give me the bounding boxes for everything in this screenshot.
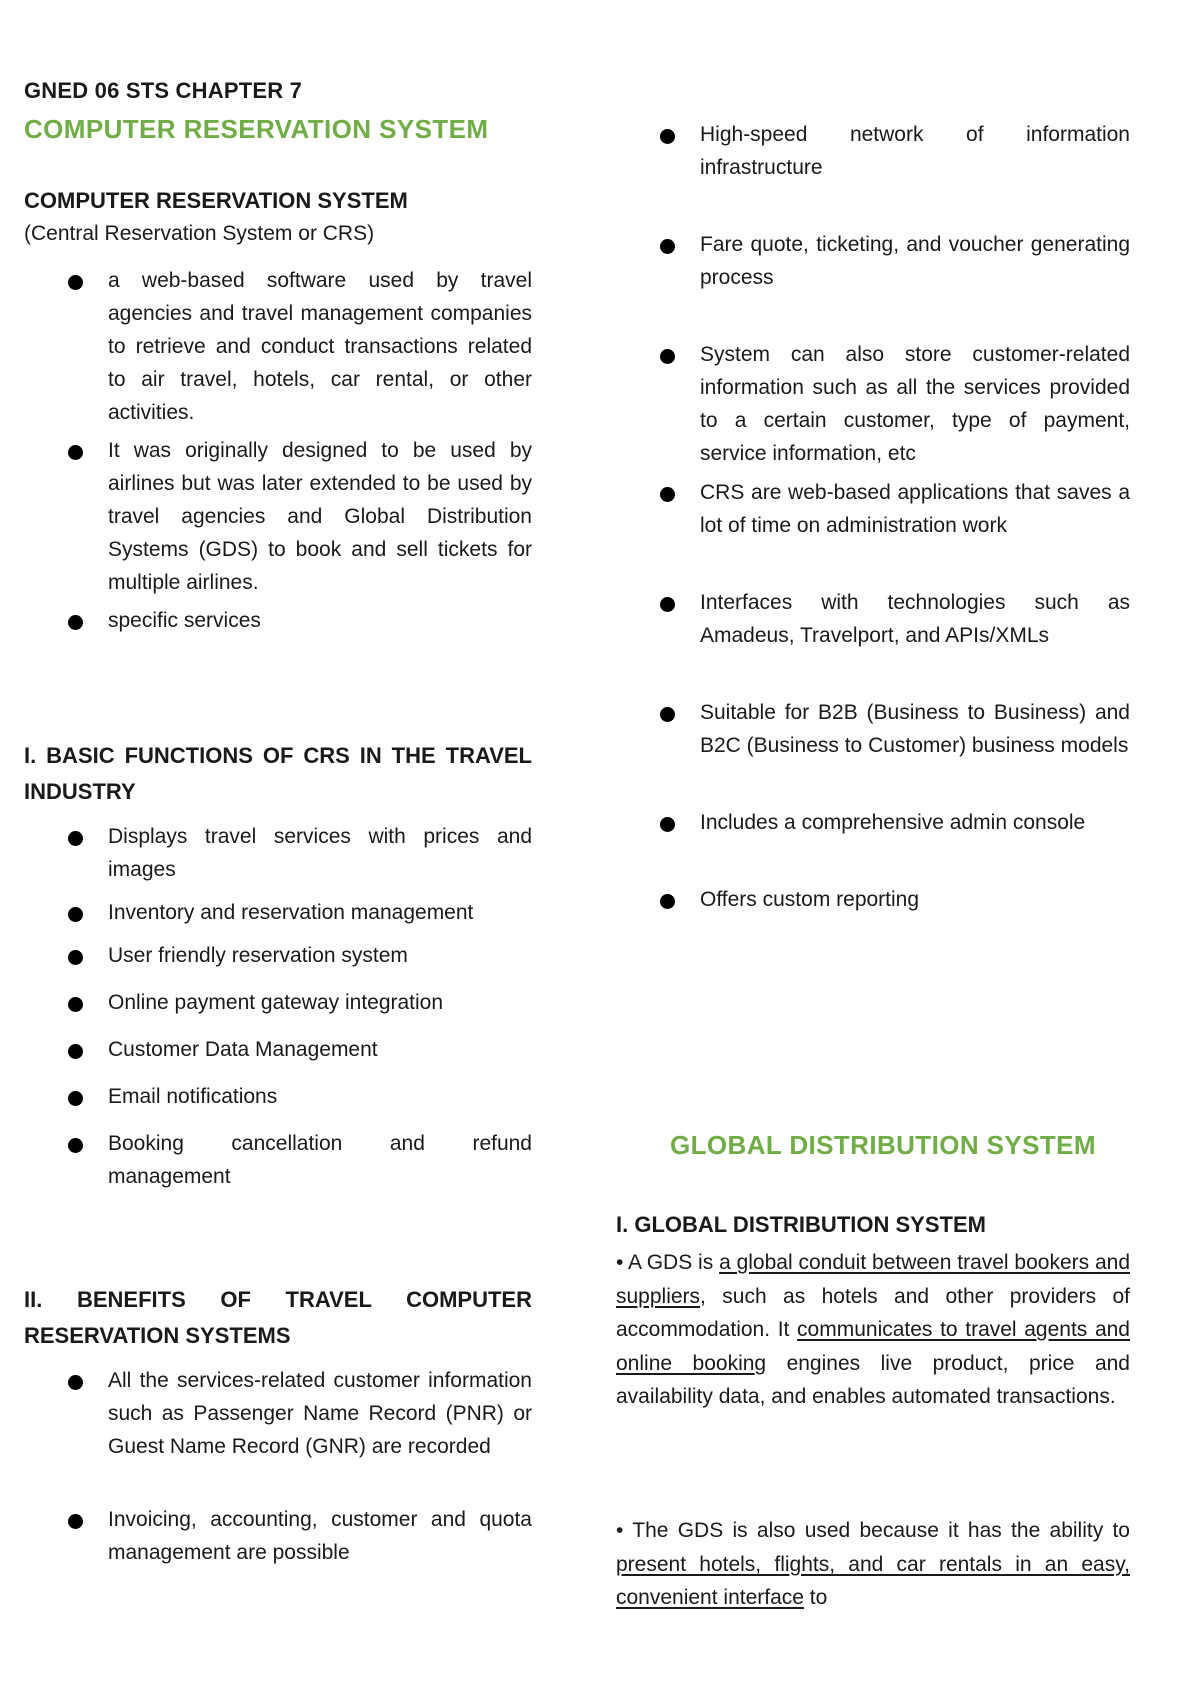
functions-bullet-list bbox=[24, 820, 532, 1193]
bullet-icon bbox=[68, 445, 83, 460]
list-item: CRS are web-based applications that saves a lot of time on administration work bbox=[616, 476, 1130, 542]
crs-subheading: (Central Reservation System or CRS) bbox=[24, 222, 375, 245]
list-item: Displays travel services with prices and images bbox=[24, 820, 532, 886]
bullet-icon bbox=[68, 950, 83, 965]
underlined-text: a global conduit between travel bookers and suppliers bbox=[616, 1251, 1131, 1308]
document-label: GNED 06 STS CHAPTER 7 bbox=[24, 78, 303, 103]
functions-heading: I. BASIC FUNCTIONS OF CRS IN THE TRAVEL INDUSTRY bbox=[24, 743, 532, 804]
list-item: It was originally designed to be used by airlines but was later extended to be used by travel agencies and Global Distribution Systems (GDS) to book and sell tickets for multiple airlines. bbox=[24, 434, 532, 599]
bullet-icon bbox=[660, 239, 675, 254]
main-title: COMPUTER RESERVATION SYSTEM bbox=[24, 114, 489, 144]
bullet-icon bbox=[68, 907, 83, 922]
list-item: Booking cancellation and refund management bbox=[24, 1127, 532, 1193]
gds-heading: I. GLOBAL DISTRIBUTION SYSTEM bbox=[616, 1212, 986, 1237]
bullet-icon bbox=[68, 1138, 83, 1153]
bullet-icon bbox=[660, 349, 675, 364]
crs-features-list bbox=[616, 118, 1130, 916]
bullet-icon bbox=[68, 615, 83, 630]
benefits-heading: II. BENEFITS OF TRAVEL COMPUTER RESERVATION SYSTEMS bbox=[24, 1287, 532, 1348]
list-item: Includes a comprehensive admin console bbox=[616, 806, 1130, 839]
list-item: Offers custom reporting bbox=[616, 883, 1130, 916]
list-item: Invoicing, accounting, customer and quota management are possible bbox=[24, 1503, 532, 1569]
bullet-icon bbox=[68, 831, 83, 846]
underlined-text: communicates to travel agents and online booking bbox=[616, 1318, 1130, 1375]
list-item: Suitable for B2B (Business to Business) and B2C (Business to Customer) business models bbox=[616, 696, 1130, 762]
gds-paragraph-2: • The GDS is also used because it has the ability to present hotels, flights, and car rentals in an easy, convenient interface to bbox=[616, 1519, 1130, 1609]
list-item: specific services bbox=[24, 604, 532, 637]
crs-bullet-list bbox=[24, 264, 532, 637]
bullet-icon bbox=[660, 707, 675, 722]
crs-heading: COMPUTER RESERVATION SYSTEM bbox=[24, 188, 408, 213]
bullet-icon bbox=[660, 597, 675, 612]
list-item: Interfaces with technologies such as Amadeus, Travelport, and APIs/XMLs bbox=[616, 586, 1130, 652]
gds-title: GLOBAL DISTRIBUTION SYSTEM bbox=[670, 1130, 1096, 1160]
bullet-icon bbox=[660, 894, 675, 909]
list-item: Fare quote, ticketing, and voucher generating process bbox=[616, 228, 1130, 294]
list-item: Online payment gateway integration bbox=[24, 986, 532, 1019]
list-item: System can also store customer-related information such as all the services provided to a certain customer, type of payment, service information, etc bbox=[616, 338, 1130, 470]
bullet-icon bbox=[68, 1375, 83, 1390]
list-item: Inventory and reservation management bbox=[24, 896, 532, 929]
list-item: a web-based software used by travel agencies and travel management companies to retrieve and conduct transactions related to air travel, hotels, car rental, or other activities. bbox=[24, 264, 532, 429]
bullet-icon bbox=[660, 487, 675, 502]
bullet-icon bbox=[68, 275, 83, 290]
list-item: All the services-related customer information such as Passenger Name Record (PNR) or Guest Name Record (GNR) are recorded bbox=[24, 1364, 532, 1463]
bullet-icon bbox=[68, 997, 83, 1012]
bullet-icon bbox=[68, 1514, 83, 1529]
list-item: Email notifications bbox=[24, 1080, 532, 1113]
bullet-icon bbox=[68, 1044, 83, 1059]
list-item: User friendly reservation system bbox=[24, 939, 532, 972]
gds-paragraph-1: • A GDS is a global conduit between travel bookers and suppliers, such as hotels and other providers of accommodation. It communicates to travel agents and online booking engines live product, price and availability data, and enables automated transactions. bbox=[616, 1251, 1131, 1408]
list-item: High-speed network of information infrastructure bbox=[616, 118, 1130, 184]
benefits-bullet-list bbox=[24, 1364, 532, 1569]
bullet-icon bbox=[660, 817, 675, 832]
bullet-icon bbox=[660, 129, 675, 144]
bullet-icon bbox=[68, 1091, 83, 1106]
list-item: Customer Data Management bbox=[24, 1033, 532, 1066]
underlined-text: present hotels, flights, and car rentals in an easy, convenient interface bbox=[616, 1552, 1130, 1609]
